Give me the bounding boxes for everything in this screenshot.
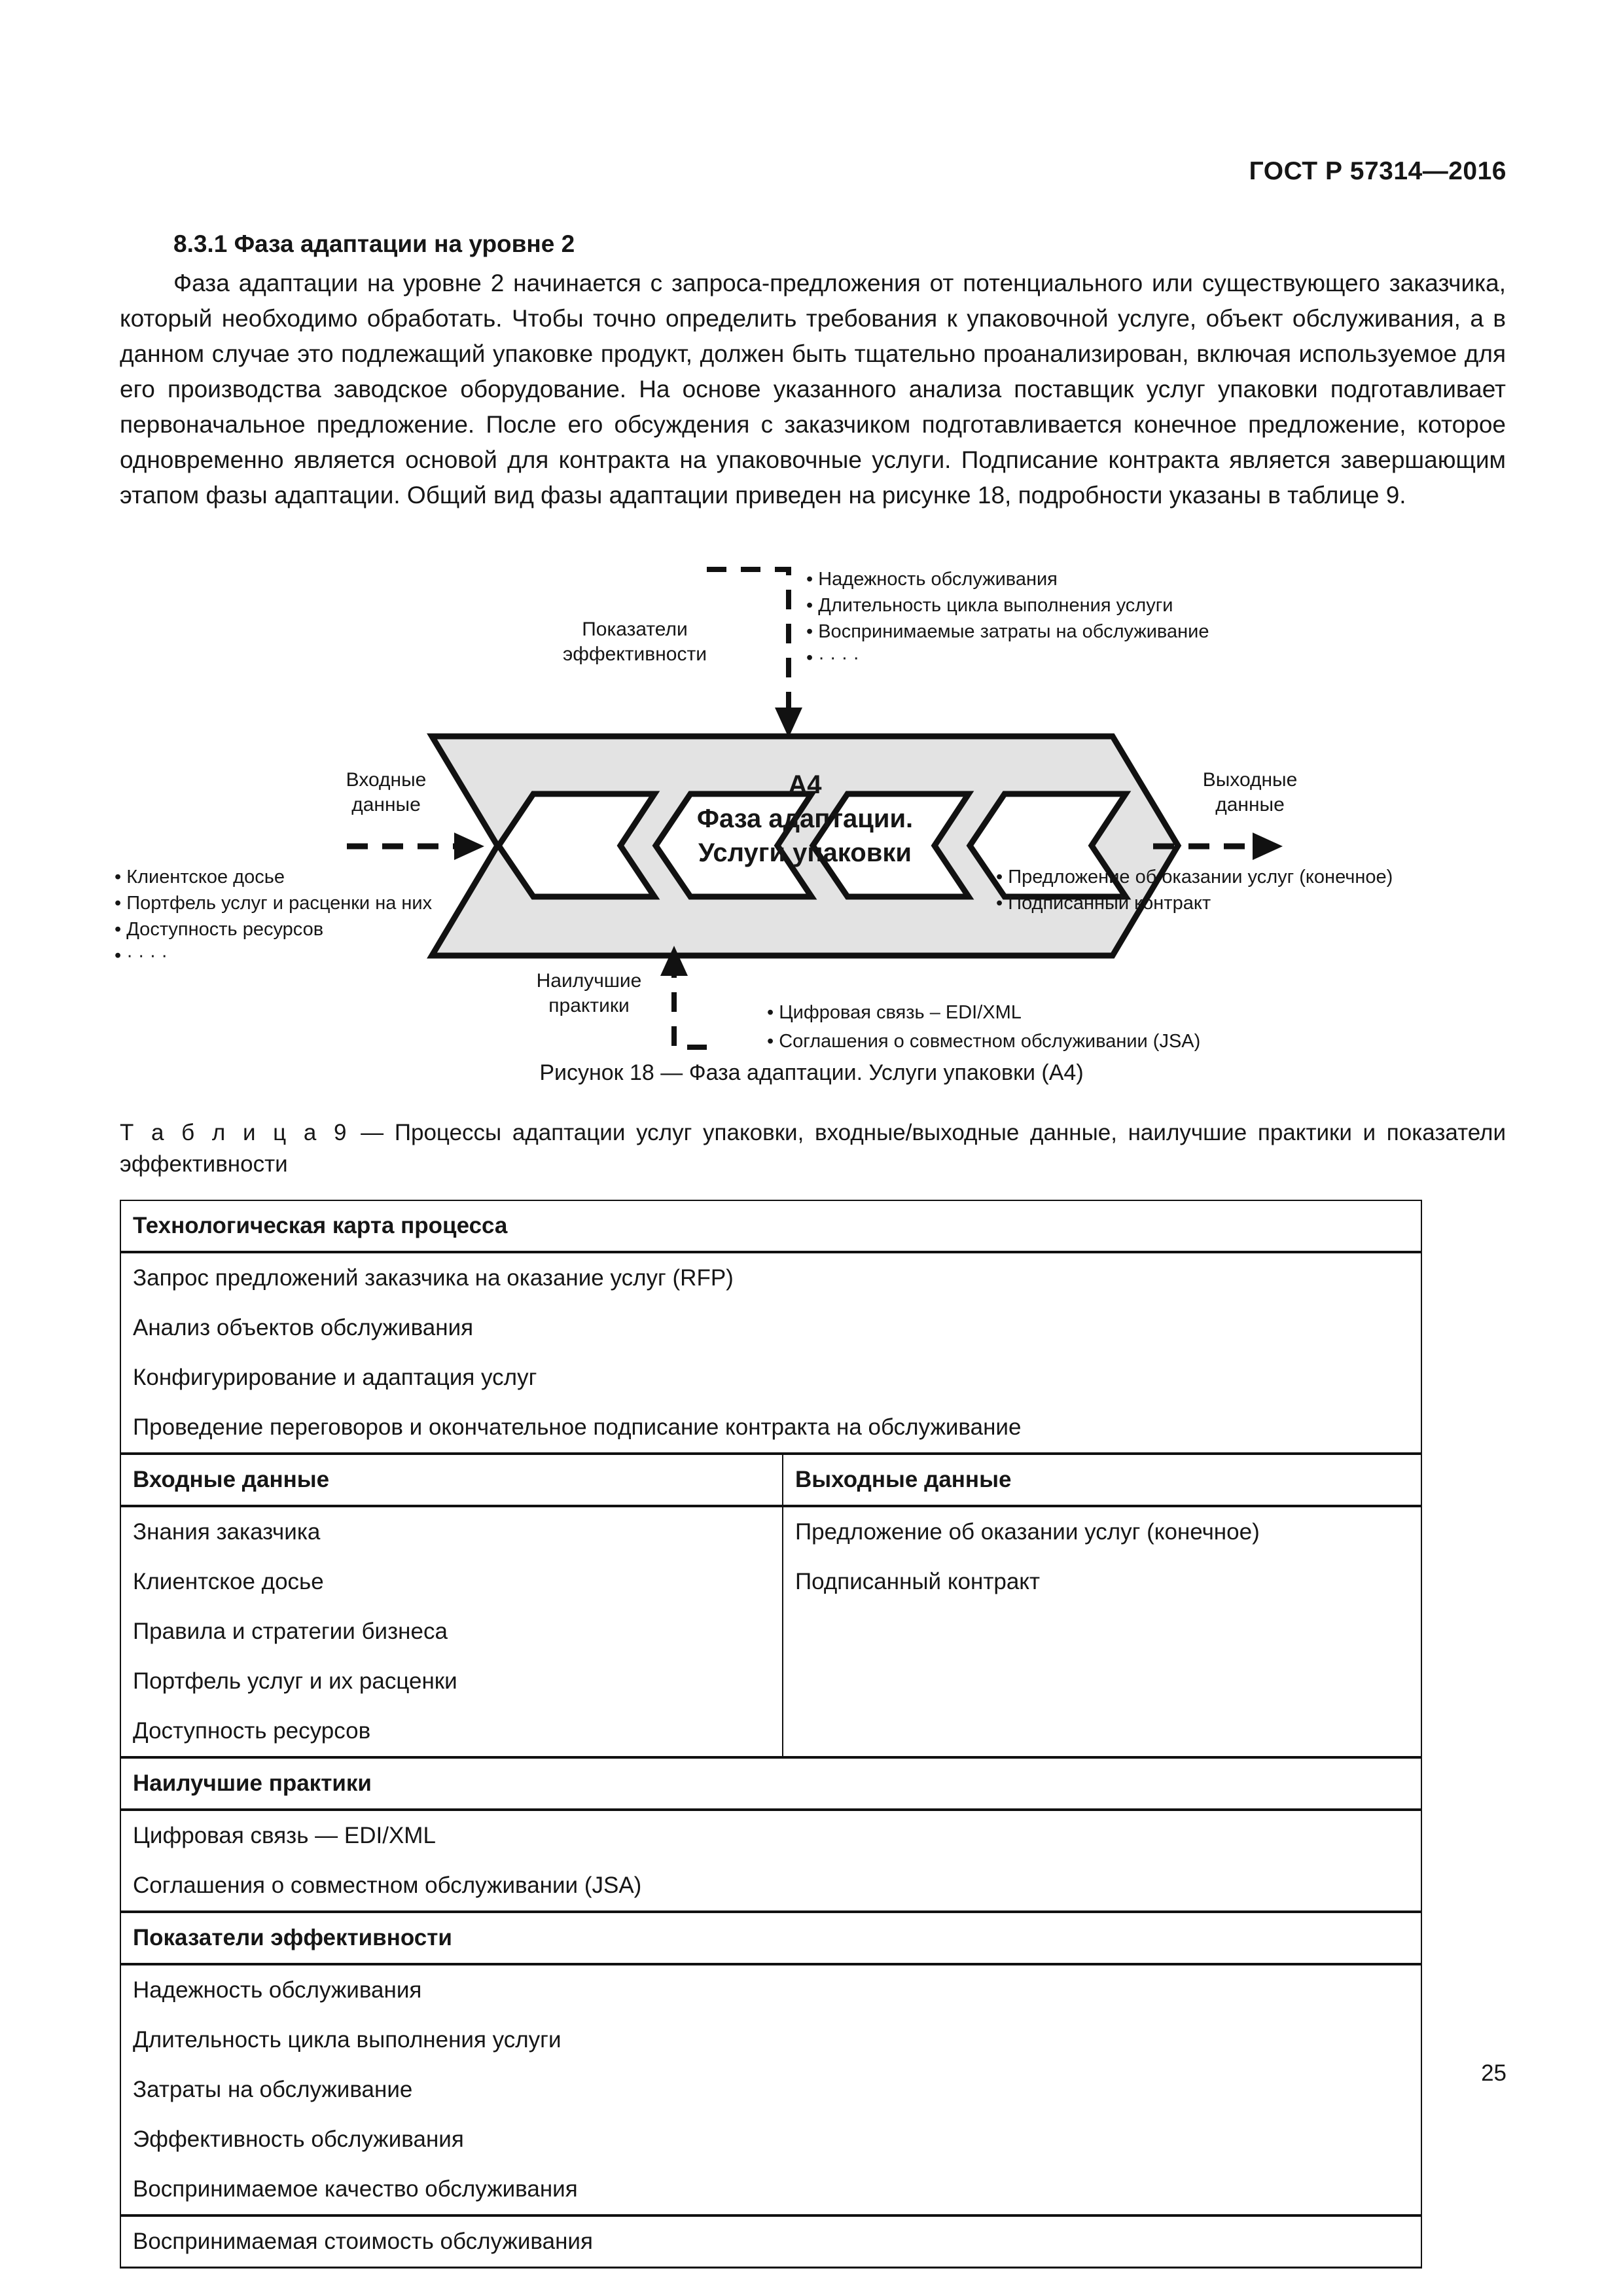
kpi-header: Показатели эффективности [120,1912,1421,1964]
input-row: Портфель услуг и их расценки [120,1657,783,1706]
process-map-row: Запрос предложений заказчика на оказание услуг (RFP) [120,1252,1421,1303]
input-row: Клиентское досье [120,1557,783,1607]
figure-input-label [314,768,458,817]
figure-top-bullets [806,566,1209,671]
section-paragraph: Фаза адаптации на уровне 2 начинается с запроса-предложения от потенциального или существующего заказчика, который необходимо обработать. Чтобы точно определить требования к упаковочной услуге, объект обслуживания, а в данном случае это подлежащий упаковке продукт, должен быть тщательно проанализирован, включая используемое для его производства заводское оборудование. На основе указанного анализа поставщик услуг упаковки подготавливает первоначальное предложение. После его обсуждения с заказчиком подготавливается конечное предложение, которое одновременно является основой для контракта на упаковочные услуги. Подписание контракта является завершающим этапом фазы адаптации. Общий вид фазы адаптации приведен на рисунке 18, подробности указаны в таблице 9. [120,270,1506,509]
output-empty-cell [783,1706,1421,1757]
output-row: Предложение об оказании услуг (конечное) [783,1506,1421,1557]
output-empty-cell [783,1607,1421,1657]
bullet-item: • Длительность цикла выполнения услуги [806,595,1173,616]
best-practices-header: Наилучшие практики [120,1757,1421,1810]
process-map-header: Технологическая карта процесса [120,1200,1421,1252]
table-row [120,1810,1421,1861]
table-row [120,2015,1421,2065]
table-row [120,1454,1421,1506]
table-row [120,1757,1421,1810]
io-header-right: Выходные данные [783,1454,1421,1506]
kpi-row: Воспринимаемое качество обслуживания [120,2164,1421,2215]
figure-control-label [524,617,746,667]
figure-box-text [582,768,1027,870]
body-content [120,230,1506,513]
kpi-row: Надежность обслуживания [120,1964,1421,2015]
table-caption-text: — Процессы адаптации услуг упаковки, входные/выходные данные, наилучшие практики и показатели эффективности [120,1120,1507,1177]
page-number: 25 [1481,2060,1507,2086]
figure-left-bullets [115,864,432,969]
process-map-row: Конфигурирование и адаптация услуг [120,1353,1421,1403]
best-practice-row: Цифровая связь — EDI/XML [120,1810,1421,1861]
bullet-item: • Предложение об оказании услуг (конечное) [996,867,1393,888]
control-label-line1: Показатели [582,619,688,640]
input-row: Правила и стратегии бизнеса [120,1607,783,1657]
kpi-row: Затраты на обслуживание [120,2065,1421,2115]
table-caption [120,1117,1506,1180]
control-label-line2: эффективности [562,643,707,665]
bullet-item: • Воспринимаемые затраты на обслуживание [806,621,1209,642]
box-line1: Фаза адаптации. [696,804,914,833]
table-row [120,1403,1421,1454]
bullet-item: • Клиентское досье [115,867,285,888]
table-row [120,1912,1421,1964]
figure-output-label [1175,768,1325,817]
table-row [120,1200,1421,1252]
table-row [120,2115,1421,2164]
bullet-item: • · · · · [806,647,860,668]
bullet-item: • Цифровая связь – EDI/XML [767,1002,1022,1023]
box-line2: Услуги упаковки [698,838,912,867]
process-map-row: Анализ объектов обслуживания [120,1303,1421,1353]
input-label-line2: данные [351,794,421,816]
table-row [120,2065,1421,2115]
bullet-item: • · · · · [115,945,168,966]
table-row [120,1706,1421,1757]
io-header-left: Входные данные [120,1454,783,1506]
input-row: Доступность ресурсов [120,1706,783,1757]
output-label-line2: данные [1215,794,1285,816]
table-row [120,1353,1421,1403]
bullet-item: • Соглашения о совместном обслуживании (JSA) [767,1031,1201,1052]
figure-mechanism-label [517,969,661,1018]
kpi-last-row: Воспринимаемая стоимость обслуживания [120,2215,1421,2268]
bullet-item: • Надежность обслуживания [806,569,1058,590]
table-row [120,1607,1421,1657]
kpi-row: Длительность цикла выполнения услуги [120,2015,1421,2065]
best-practice-row: Соглашения о совместном обслуживании (JSA) [120,1861,1421,1912]
mechanism-label-line1: Наилучшие [536,970,642,992]
bullet-item: • Доступность ресурсов [115,919,324,940]
table-row [120,1964,1421,2015]
table-row [120,1303,1421,1353]
section-heading: 8.3.1 Фаза адаптации на уровне 2 [173,230,575,257]
figure-bottom-bullets [767,998,1200,1056]
table-row [120,1506,1421,1557]
kpi-row: Эффективность обслуживания [120,2115,1421,2164]
table-row [120,2215,1421,2268]
bullet-item: • Подписанный контракт [996,893,1211,914]
mechanism-label-line2: практики [548,995,630,1016]
figure-right-bullets [996,864,1393,916]
output-empty-cell [783,1657,1421,1706]
process-map-row: Проведение переговоров и окончательное подписание контракта на обслуживание [120,1403,1421,1454]
input-row: Знания заказчика [120,1506,783,1557]
input-label-line1: Входные [346,769,427,791]
box-code: A4 [788,770,822,799]
table-9 [120,1200,1422,2269]
table-row [120,1252,1421,1303]
table-row [120,1861,1421,1912]
table-row [120,2164,1421,2215]
output-label-line1: Выходные [1202,769,1298,791]
table-caption-label: Т а б л и ц а 9 [120,1120,350,1145]
standard-header: ГОСТ Р 57314—2016 [1249,157,1507,185]
figure-18-diagram [0,560,1623,1050]
output-row: Подписанный контракт [783,1557,1421,1607]
table-row [120,1657,1421,1706]
figure-caption: Рисунок 18 — Фаза адаптации. Услуги упаковки (А4) [539,1060,1084,1085]
bullet-item: • Портфель услуг и расценки на них [115,893,433,914]
table-row [120,1557,1421,1607]
